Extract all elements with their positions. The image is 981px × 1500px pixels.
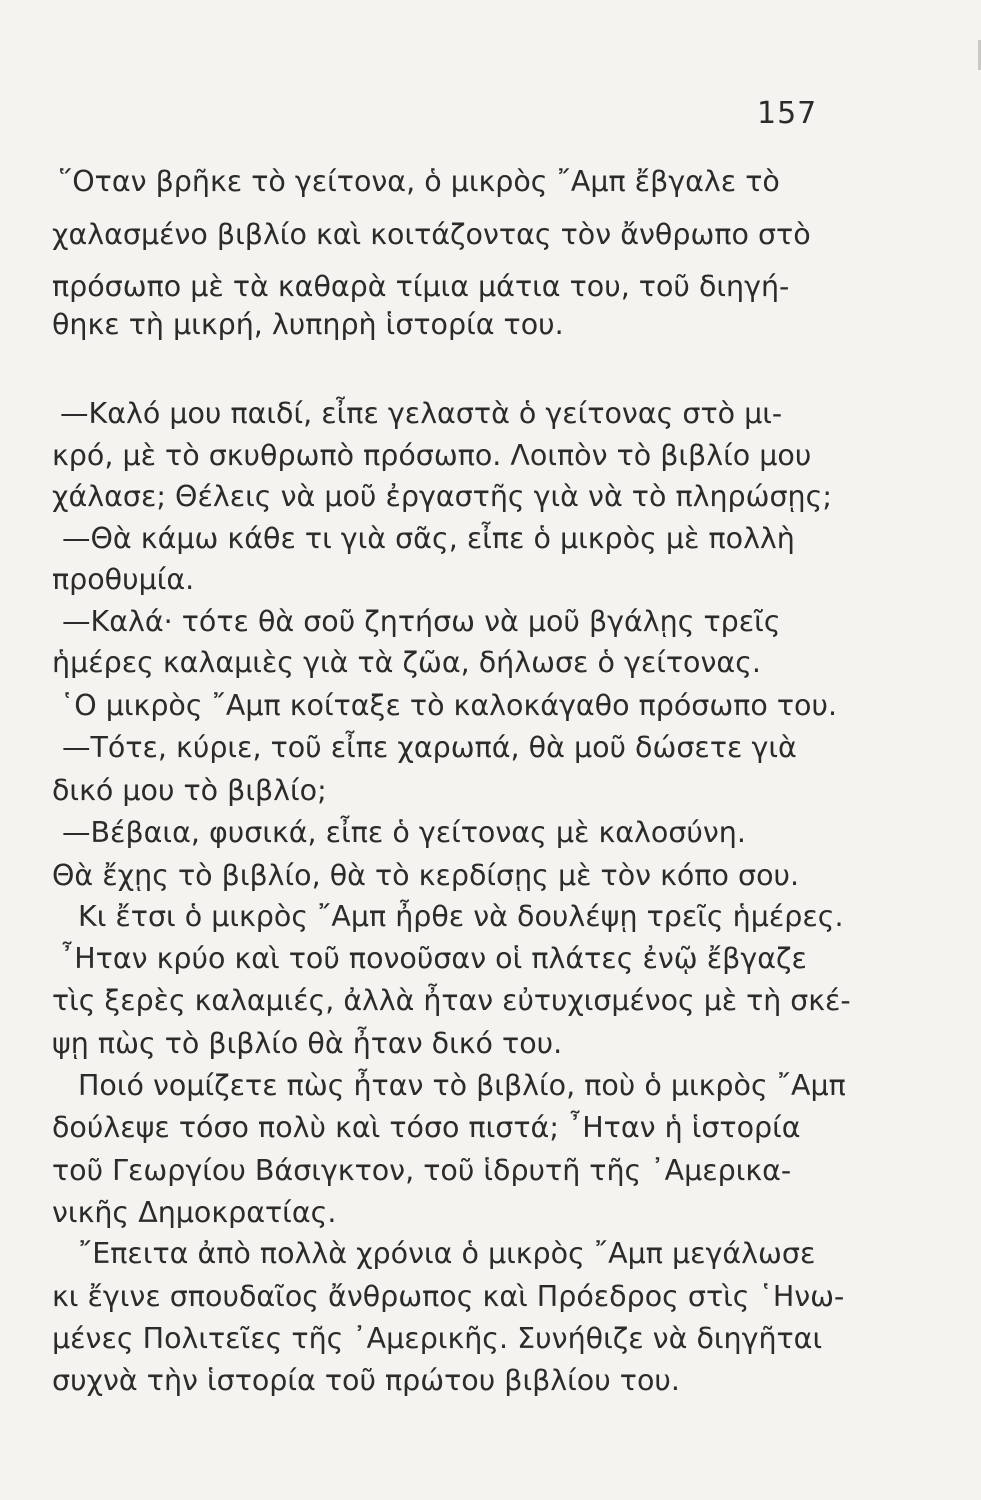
- text-line: συχνὰ τὴν ἱστορία τοῦ πρώτου βιβλίου του.: [52, 1364, 680, 1397]
- text-line: χάλασε; Θέλεις νὰ μοῦ ἐργαστῆς γιὰ νὰ τὸ πληρώσῃς;: [52, 480, 832, 513]
- text-line: δικό μου τὸ βιβλίο;: [52, 774, 327, 807]
- text-line: ἡμέρες καλαμιὲς γιὰ τὰ ζῶα, δήλωσε ὁ γείτονας.: [52, 646, 761, 679]
- text-line: —Θὰ κάμω κάθε τι γιὰ σᾶς, εἶπε ὁ μικρὸς μὲ πολλὴ: [62, 522, 795, 555]
- text-line: πρόσωπο μὲ τὰ καθαρὰ τίμια μάτια του, τοῦ διηγή-: [52, 270, 790, 303]
- text-line: θηκε τὴ μικρή, λυπηρὴ ἱστορία του.: [52, 308, 564, 341]
- text-line: ῏Ηταν κρύο καὶ τοῦ πονοῦσαν οἱ πλάτες ἐνῷ ἔβγαζε: [60, 942, 807, 975]
- text-line: τοῦ Γεωργίου Βάσιγκτον, τοῦ ἱδρυτῆ τῆς ᾿Αμερικα-: [52, 1154, 792, 1187]
- text-line: Ποιό νομίζετε πὼς ἦταν τὸ βιβλίο, ποὺ ὁ μικρὸς ῎Αμπ: [78, 1069, 846, 1102]
- text-line: μένες Πολιτεῖες τῆς ᾿Αμερικῆς. Συνήθιζε νὰ διηγῆται: [52, 1322, 823, 1355]
- text-line: —Τότε, κύριε, τοῦ εἶπε χαρωπά, θὰ μοῦ δώσετε γιὰ: [62, 731, 797, 764]
- text-line: ῞Οταν βρῆκε τὸ γείτονα, ὁ μικρὸς ῎Αμπ ἔβγαλε τὸ: [58, 165, 780, 198]
- text-line: ῎Επειτα ἀπὸ πολλὰ χρόνια ὁ μικρὸς ῎Αμπ μεγάλωσε: [78, 1237, 816, 1270]
- text-line: κι ἔγινε σπουδαῖος ἄνθρωπος καὶ Πρόεδρος στὶς ῾Ηνω-: [52, 1280, 845, 1313]
- text-line: τὶς ξερὲς καλαμιές, ἀλλὰ ἦταν εὐτυχισμένος μὲ τὴ σκέ-: [52, 984, 851, 1017]
- page-number: 157: [757, 96, 818, 131]
- text-line: χαλασμένο βιβλίο καὶ κοιτάζοντας τὸν ἄνθρωπο στὸ: [52, 218, 811, 251]
- text-line: Θὰ ἔχῃς τὸ βιβλίο, θὰ τὸ κερδίσῃς μὲ τὸν κόπο σου.: [52, 859, 800, 892]
- text-line: Κι ἔτσι ὁ μικρὸς ῎Αμπ ἦρθε νὰ δουλέψῃ τρεῖς ἡμέρες.: [78, 900, 844, 933]
- text-line: ῾Ο μικρὸς ῎Αμπ κοίταξε τὸ καλοκάγαθο πρόσωπο του.: [60, 689, 838, 722]
- text-line: ψῃ πὼς τὸ βιβλίο θὰ ἦταν δικό του.: [52, 1027, 563, 1060]
- text-line: —Καλό μου παιδί, εἶπε γελαστὰ ὁ γείτονας στὸ μι-: [60, 397, 783, 430]
- text-line: δούλεψε τόσο πολὺ καὶ τόσο πιστά; ῏Ηταν ἡ ἱστορία: [52, 1111, 801, 1144]
- text-line: προθυμία.: [52, 563, 195, 596]
- text-line: —Βέβαια, φυσικά, εἶπε ὁ γείτονας μὲ καλοσύνη.: [62, 816, 746, 849]
- text-line: νικῆς Δημοκρατίας.: [52, 1196, 337, 1229]
- text-line: κρό, μὲ τὸ σκυθρωπὸ πρόσωπο. Λοιπὸν τὸ βιβλίο μου: [52, 439, 812, 472]
- text-line: —Καλά· τότε θὰ σοῦ ζητήσω νὰ μοῦ βγάλῃς τρεῖς: [62, 605, 781, 638]
